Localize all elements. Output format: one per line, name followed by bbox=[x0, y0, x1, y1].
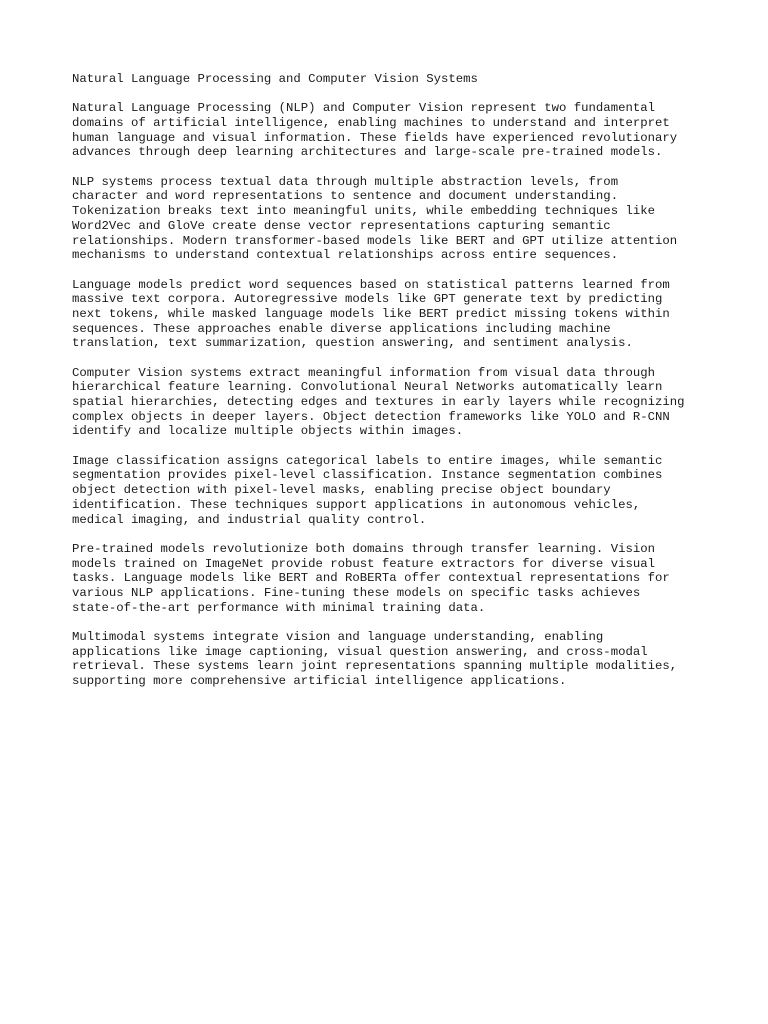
paragraph-multimodal: Multimodal systems integrate vision and language understanding, enabling applications like image captioning, visual question answering, and cross-modal retrieval. These systems learn joint representations spanning multiple modalities, supporting more comprehensive artificial intelligence applications. bbox=[72, 629, 678, 689]
document-title: Natural Language Processing and Computer Vision Systems bbox=[72, 72, 478, 86]
paragraph-intro: Natural Language Processing (NLP) and Computer Vision represent two fundamental domains of artificial intelligence, enabling machines to understand and interpret human language and visual information. These fields have experienced revolutionary advances through deep learning architectures and large-scale pre-trained models. bbox=[72, 101, 678, 160]
paragraph-image-classification: Image classification assigns categorical labels to entire images, while semantic segmentation provides pixel-level classification. Instance segmentation combines object detection with pixel-level masks, enabling precise object boundary identification. These techniques support applications in autonomous vehicles, medical imaging, and industrial quality control. bbox=[72, 453, 663, 527]
paragraph-computer-vision: Computer Vision systems extract meaningful information from visual data through hierarchical feature learning. Convolutional Neural Networks automatically learn spatial hierarchies, detecting edges and textures in early layers while recognizing complex objects in deeper layers. Object detection frameworks like YOLO and R-CNN identify and localize multiple objects within images. bbox=[72, 365, 685, 439]
paragraph-language-models: Language models predict word sequences based on statistical patterns learned from massive text corpora. Autoregressive models like GPT generate text by predicting next tokens, while masked language models like BERT predict missing tokens within sequences. These approaches enable diverse applications including machine translation, text summarization, question answering, and sentiment analysis. bbox=[72, 277, 670, 351]
paragraph-nlp-systems: NLP systems process textual data through multiple abstraction levels, from character and word representations to sentence and document understanding. Tokenization breaks text into meaningful units, while embedding techniques like Word2Vec and GloVe create dense vector representations capturing semantic relationships. Modern transformer-based models like BERT and GPT utilize attention mechanisms to understand contextual relationships across entire sequences. bbox=[72, 174, 678, 263]
paragraph-pretrained-models: Pre-trained models revolutionize both domains through transfer learning. Vision models trained on ImageNet provide robust feature extractors for diverse visual tasks. Language models like BERT and RoBERTa offer contextual representations for various NLP applications. Fine-tuning these models on specific tasks achieves state-of-the-art performance with minimal training data. bbox=[72, 541, 670, 615]
